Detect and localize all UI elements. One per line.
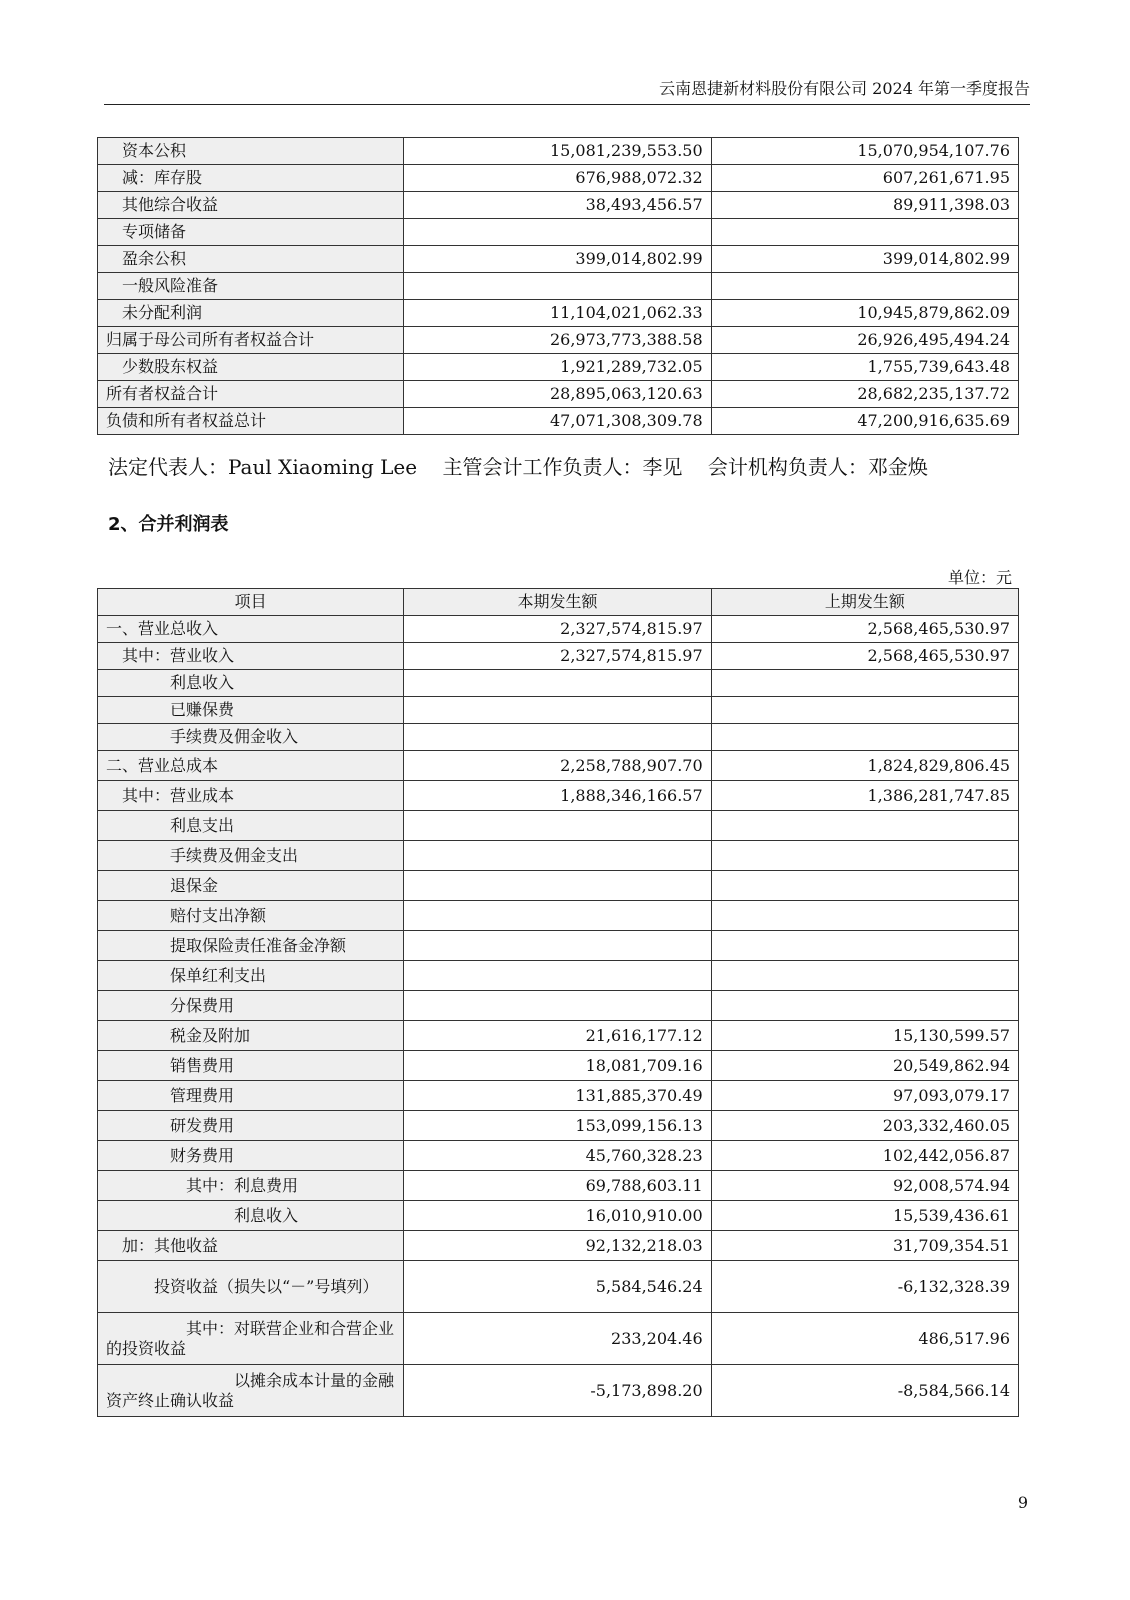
previous-period-value: 15,539,436.61 bbox=[711, 1201, 1018, 1231]
previous-period-value: 2,568,465,530.97 bbox=[711, 616, 1018, 643]
row-label: 保单红利支出 bbox=[98, 961, 404, 991]
row-label: 加：其他收益 bbox=[98, 1231, 404, 1261]
report-header-title: 云南恩捷新材料股份有限公司 2024 年第一季度报告 bbox=[659, 79, 1030, 98]
table-row bbox=[98, 327, 1019, 354]
current-period-value: 69,788,603.11 bbox=[404, 1171, 711, 1201]
previous-period-value: 102,442,056.87 bbox=[711, 1141, 1018, 1171]
row-label: 提取保险责任准备金净额 bbox=[98, 931, 404, 961]
current-period-value: 16,010,910.00 bbox=[404, 1201, 711, 1231]
row-label: 其中：对联营企业和合营企业的投资收益 bbox=[98, 1313, 404, 1365]
table-row bbox=[98, 643, 1019, 670]
row-label: 分保费用 bbox=[98, 991, 404, 1021]
row-label: 退保金 bbox=[98, 871, 404, 901]
previous-period-value bbox=[711, 901, 1018, 931]
row-label: 管理费用 bbox=[98, 1081, 404, 1111]
row-label: 二、营业总成本 bbox=[98, 751, 404, 781]
row-label: 利息收入 bbox=[98, 670, 404, 697]
table-row bbox=[98, 751, 1019, 781]
column-header-previous: 上期发生额 bbox=[711, 589, 1018, 616]
row-label: 销售费用 bbox=[98, 1051, 404, 1081]
previous-period-value bbox=[711, 697, 1018, 724]
row-label: 盈余公积 bbox=[98, 246, 404, 273]
previous-period-value: 26,926,495,494.24 bbox=[711, 327, 1018, 354]
current-period-value: 18,081,709.16 bbox=[404, 1051, 711, 1081]
current-period-value: 153,099,156.13 bbox=[404, 1111, 711, 1141]
table-row bbox=[98, 165, 1019, 192]
table-row bbox=[98, 1111, 1019, 1141]
table-row bbox=[98, 871, 1019, 901]
row-label: 归属于母公司所有者权益合计 bbox=[98, 327, 404, 354]
current-period-value bbox=[404, 697, 711, 724]
table-row bbox=[98, 811, 1019, 841]
previous-period-value bbox=[711, 273, 1018, 300]
previous-period-value: 92,008,574.94 bbox=[711, 1171, 1018, 1201]
page-number: 9 bbox=[1017, 1493, 1028, 1512]
row-label: 利息收入 bbox=[98, 1201, 404, 1231]
current-period-value: 1,888,346,166.57 bbox=[404, 781, 711, 811]
previous-period-value bbox=[711, 219, 1018, 246]
previous-period-value bbox=[711, 670, 1018, 697]
current-period-value: 233,204.46 bbox=[404, 1313, 711, 1365]
table-row bbox=[98, 1313, 1019, 1365]
table-row bbox=[98, 697, 1019, 724]
current-period-value bbox=[404, 219, 711, 246]
previous-period-value: 47,200,916,635.69 bbox=[711, 408, 1018, 435]
current-period-value: 11,104,021,062.33 bbox=[404, 300, 711, 327]
row-label: 负债和所有者权益总计 bbox=[98, 408, 404, 435]
table-row bbox=[98, 138, 1019, 165]
current-period-value: 21,616,177.12 bbox=[404, 1021, 711, 1051]
previous-period-value: 89,911,398.03 bbox=[711, 192, 1018, 219]
previous-period-value: 10,945,879,862.09 bbox=[711, 300, 1018, 327]
table-row bbox=[98, 273, 1019, 300]
current-period-value: 131,885,370.49 bbox=[404, 1081, 711, 1111]
row-label: 投资收益（损失以“－”号填列） bbox=[98, 1261, 404, 1313]
previous-period-value: 486,517.96 bbox=[711, 1313, 1018, 1365]
current-period-value: 47,071,308,309.78 bbox=[404, 408, 711, 435]
row-label: 研发费用 bbox=[98, 1111, 404, 1141]
current-period-value: 2,258,788,907.70 bbox=[404, 751, 711, 781]
table-row bbox=[98, 781, 1019, 811]
row-label: 财务费用 bbox=[98, 1141, 404, 1171]
previous-period-value: 31,709,354.51 bbox=[711, 1231, 1018, 1261]
table-row bbox=[98, 192, 1019, 219]
current-period-value bbox=[404, 901, 711, 931]
current-period-value: 38,493,456.57 bbox=[404, 192, 711, 219]
previous-period-value: -6,132,328.39 bbox=[711, 1261, 1018, 1313]
previous-period-value bbox=[711, 991, 1018, 1021]
current-period-value bbox=[404, 273, 711, 300]
previous-period-value: 1,755,739,643.48 bbox=[711, 354, 1018, 381]
table-row bbox=[98, 1051, 1019, 1081]
table-row bbox=[98, 1365, 1019, 1417]
current-period-value: 1,921,289,732.05 bbox=[404, 354, 711, 381]
row-label: 少数股东权益 bbox=[98, 354, 404, 381]
previous-period-value: 203,332,460.05 bbox=[711, 1111, 1018, 1141]
current-period-value: -5,173,898.20 bbox=[404, 1365, 711, 1417]
current-period-value: 676,988,072.32 bbox=[404, 165, 711, 192]
current-period-value bbox=[404, 811, 711, 841]
table-row bbox=[98, 670, 1019, 697]
current-period-value: 92,132,218.03 bbox=[404, 1231, 711, 1261]
previous-period-value bbox=[711, 811, 1018, 841]
previous-period-value: 15,070,954,107.76 bbox=[711, 138, 1018, 165]
current-period-value: 399,014,802.99 bbox=[404, 246, 711, 273]
table-row bbox=[98, 1201, 1019, 1231]
previous-period-value: 1,386,281,747.85 bbox=[711, 781, 1018, 811]
current-period-value bbox=[404, 670, 711, 697]
previous-period-value: -8,584,566.14 bbox=[711, 1365, 1018, 1417]
table-row bbox=[98, 381, 1019, 408]
previous-period-value: 97,093,079.17 bbox=[711, 1081, 1018, 1111]
table-row bbox=[98, 1261, 1019, 1313]
row-label: 减：库存股 bbox=[98, 165, 404, 192]
previous-period-value: 2,568,465,530.97 bbox=[711, 643, 1018, 670]
table-row bbox=[98, 219, 1019, 246]
table-row bbox=[98, 931, 1019, 961]
previous-period-value bbox=[711, 841, 1018, 871]
previous-period-value: 1,824,829,806.45 bbox=[711, 751, 1018, 781]
current-period-value bbox=[404, 931, 711, 961]
table-row bbox=[98, 354, 1019, 381]
previous-period-value: 20,549,862.94 bbox=[711, 1051, 1018, 1081]
table-row bbox=[98, 1231, 1019, 1261]
current-period-value bbox=[404, 724, 711, 751]
row-label: 税金及附加 bbox=[98, 1021, 404, 1051]
row-label: 其中：营业收入 bbox=[98, 643, 404, 670]
row-label: 已赚保费 bbox=[98, 697, 404, 724]
row-label: 一般风险准备 bbox=[98, 273, 404, 300]
income-statement-table bbox=[97, 588, 1019, 1417]
table-row bbox=[98, 1141, 1019, 1171]
current-period-value bbox=[404, 991, 711, 1021]
column-header-current: 本期发生额 bbox=[404, 589, 711, 616]
signatures-line: 法定代表人：Paul Xiaoming Lee 主管会计工作负责人：李见 会计机构负责人：邓金焕 bbox=[108, 455, 928, 479]
previous-period-value bbox=[711, 871, 1018, 901]
previous-period-value: 607,261,671.95 bbox=[711, 165, 1018, 192]
previous-period-value bbox=[711, 724, 1018, 751]
section-title: 2、合并利润表 bbox=[108, 514, 229, 535]
table-row bbox=[98, 1021, 1019, 1051]
row-label: 其他综合收益 bbox=[98, 192, 404, 219]
previous-period-value: 15,130,599.57 bbox=[711, 1021, 1018, 1051]
table-row bbox=[98, 246, 1019, 273]
previous-period-value bbox=[711, 931, 1018, 961]
column-header-item: 项目 bbox=[98, 589, 404, 616]
table-row bbox=[98, 300, 1019, 327]
unit-label: 单位：元 bbox=[947, 568, 1012, 587]
table-row bbox=[98, 408, 1019, 435]
table-row bbox=[98, 841, 1019, 871]
row-label: 其中：营业成本 bbox=[98, 781, 404, 811]
current-period-value bbox=[404, 961, 711, 991]
row-label: 赔付支出净额 bbox=[98, 901, 404, 931]
current-period-value: 15,081,239,553.50 bbox=[404, 138, 711, 165]
current-period-value bbox=[404, 871, 711, 901]
table-row bbox=[98, 991, 1019, 1021]
row-label: 未分配利润 bbox=[98, 300, 404, 327]
current-period-value: 45,760,328.23 bbox=[404, 1141, 711, 1171]
current-period-value: 26,973,773,388.58 bbox=[404, 327, 711, 354]
table-header-row bbox=[98, 589, 1019, 616]
table-row bbox=[98, 616, 1019, 643]
row-label: 以摊余成本计量的金融资产终止确认收益 bbox=[98, 1365, 404, 1417]
row-label: 手续费及佣金支出 bbox=[98, 841, 404, 871]
table-row bbox=[98, 1171, 1019, 1201]
row-label: 专项储备 bbox=[98, 219, 404, 246]
table-row bbox=[98, 961, 1019, 991]
row-label: 其中：利息费用 bbox=[98, 1171, 404, 1201]
table-row bbox=[98, 901, 1019, 931]
previous-period-value bbox=[711, 961, 1018, 991]
row-label: 手续费及佣金收入 bbox=[98, 724, 404, 751]
current-period-value: 28,895,063,120.63 bbox=[404, 381, 711, 408]
table-row bbox=[98, 1081, 1019, 1111]
balance-sheet-table bbox=[97, 137, 1019, 435]
row-label: 利息支出 bbox=[98, 811, 404, 841]
previous-period-value: 28,682,235,137.72 bbox=[711, 381, 1018, 408]
current-period-value: 2,327,574,815.97 bbox=[404, 643, 711, 670]
previous-period-value: 399,014,802.99 bbox=[711, 246, 1018, 273]
row-label: 一、营业总收入 bbox=[98, 616, 404, 643]
current-period-value bbox=[404, 841, 711, 871]
row-label: 所有者权益合计 bbox=[98, 381, 404, 408]
table-row bbox=[98, 724, 1019, 751]
current-period-value: 2,327,574,815.97 bbox=[404, 616, 711, 643]
current-period-value: 5,584,546.24 bbox=[404, 1261, 711, 1313]
header-divider bbox=[104, 104, 1030, 105]
row-label: 资本公积 bbox=[98, 138, 404, 165]
